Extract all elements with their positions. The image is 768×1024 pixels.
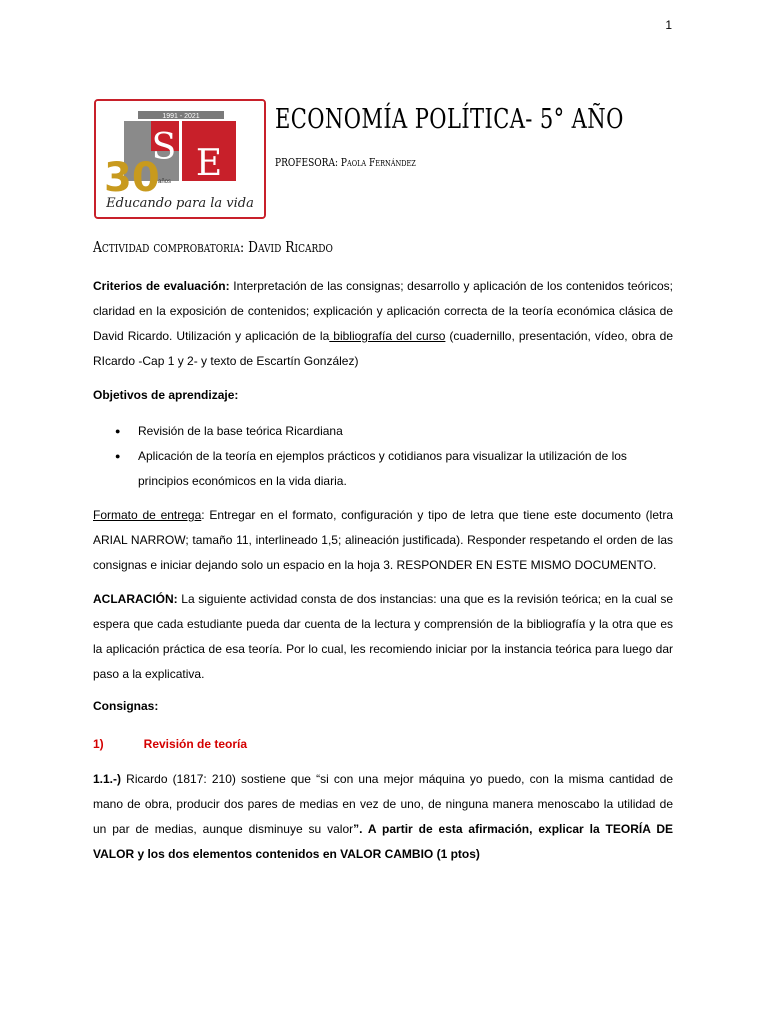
question-1-1-label: 1.1.-) <box>93 772 122 786</box>
activity-title: Actividad comprobatoria: David Ricardo <box>93 238 333 256</box>
format-label: Formato de entrega <box>93 508 202 522</box>
criteria-text-2: (cuadernillo, presentación, vídeo, obra de RIcardo -Cap 1 y 2- y texto de Escartín González) <box>93 329 673 368</box>
question-1-1-text: Ricardo (1817: 210) sostiene que “si con una mejor máquina yo puedo, con la misma cantidad de mano de obra, producir dos pares de medias en vez de uno, de ninguna manera menoscabo la utilidad de un par de medias, aunque disminuye su valor <box>93 772 673 836</box>
clarification-text: La siguiente actividad consta de dos instancias: una que es la revisión teórica; en la cual se espera que cada estudiante pueda dar cuenta de la lectura y comprensión de la bibliografía y la otra que es la aplicación práctica de esa teoría. Por lo cual, les recomiendo iniciar por la instancia teórica para luego dar paso a la explicativa. <box>93 592 673 681</box>
objectives-list <box>93 419 673 494</box>
instructions-label: Consignas: <box>93 699 159 713</box>
section-1-heading <box>93 732 673 757</box>
list-item: ● Revisión de la base teórica Ricardiana <box>93 419 673 444</box>
list-item: ● Aplicación de la teoría en ejemplos prácticos y cotidianos para visualizar la utilización de los principios económicos en la vida diaria. <box>93 444 673 494</box>
professor-line: PROFESORA: Paola Fernández <box>275 156 416 169</box>
criteria-text-1: Interpretación de las consignas; desarrollo y aplicación de los contenidos teóricos; claridad en la exposición de contenidos; explicación y aplicación correcta de la teoría económica clásica de David Ricardo. Utilización y aplicación de la <box>93 279 674 343</box>
logo-graphic <box>96 101 264 217</box>
bibliography-link[interactable]: bibliografía del curso <box>329 329 446 343</box>
logo-tagline: Educando para la vida <box>106 196 254 211</box>
logo-letter-e: E <box>195 143 223 184</box>
school-logo <box>94 99 266 219</box>
criteria-label: Criterios de evaluación: <box>93 279 230 293</box>
question-1-1-instruction: ”. A partir de esta afirmación, explicar la TEORÍA DE VALOR y los dos elementos contenidos en VALOR CAMBIO (1 ptos) <box>93 822 673 861</box>
logo-years: 1991 - 2021 <box>162 113 200 120</box>
document-title: ECONOMÍA POLÍTICA- 5° AÑO <box>275 104 624 135</box>
logo-anniversary: 30 <box>104 155 160 201</box>
page-number: 1 <box>665 18 672 32</box>
question-1-1 <box>93 767 673 867</box>
clarification-paragraph <box>93 587 673 687</box>
format-paragraph <box>93 503 673 578</box>
objectives-label: Objetivos de aprendizaje: <box>93 388 239 402</box>
logo-anniversary-suffix: años <box>158 179 172 185</box>
criteria-paragraph <box>93 274 673 374</box>
clarification-label: ACLARACIÓN: <box>93 592 178 606</box>
format-text: : Entregar en el formato, configuración y tipo de letra que tiene este documento (letra ARIAL NARROW; tamaño 11, interlineado 1,5; alineación justificada). Responder respetando el orden de las consignas e iniciar dejando solo un espacio en la hoja 3. RESPONDER EN ESTE MISMO DOCUMENTO. <box>93 508 673 572</box>
section-1-number: 1) <box>93 737 104 751</box>
section-1-title: Revisión de teoría <box>143 737 248 751</box>
logo-letter-s: S <box>151 127 177 168</box>
